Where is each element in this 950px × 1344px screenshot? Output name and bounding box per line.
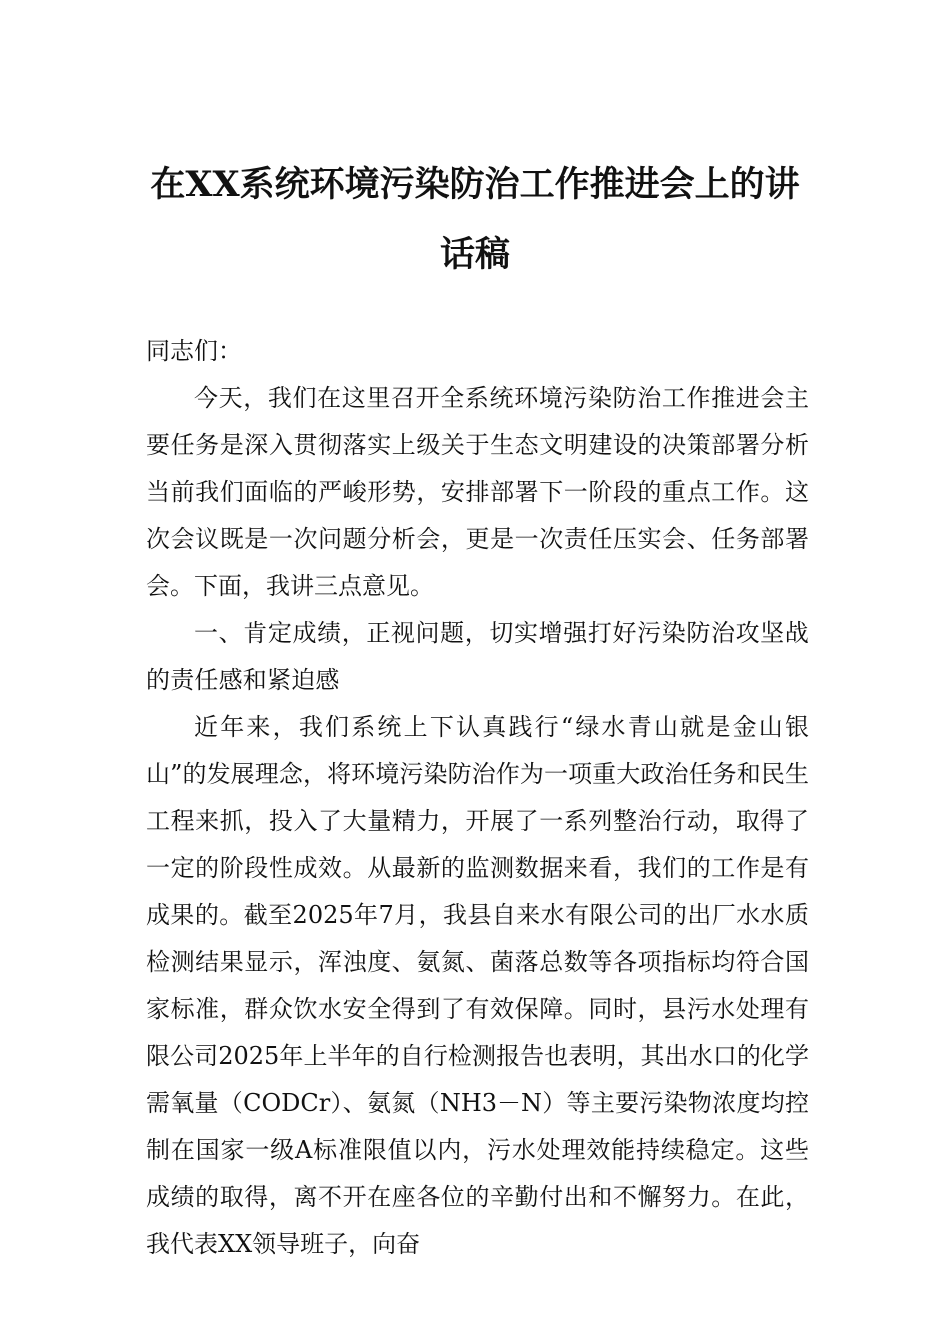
document-title-line2: 话稿: [439, 234, 510, 275]
intro-paragraph: 今天，我们在这里召开全系统环境污染防治工作推进会主要任务是深入贯彻落实上级关于生态文明建设的决策部署分析当前我们面临的严峻形势，安排部署下一阶段的重点工作。这次会议既是一次问题分析会，更是一次责任压实会、任务部署会。下面，我讲三点意见。: [146, 384, 809, 600]
document-body: [146, 328, 809, 1268]
section1-paragraph: 近年来，我们系统上下认真践行“绿水青山就是金山银山”的发展理念，将环境污染防治作为一项重大政治任务和民生工程来抓，投入了大量精力，开展了一系列整治行动，取得了一定的阶段性成效。从最新的监测数据来看，我们的工作是有成果的。截至2025年7月，我县自来水有限公司的出厂水水质检测结果显示，浑浊度、氨氮、菌落总数等各项指标均符合国家标准，群众饮水安全得到了有效保障。同时，县污水处理有限公司2025年上半年的自行检测报告也表明，其出水口的化学需氧量（CODCr）、氨氮（NH3－N）等主要污染物浓度均控制在国家一级A标准限值以内，污水处理效能持续稳定。这些成绩的取得，离不开在座各位的辛勤付出和不懈努力。在此，我代表XX领导班子，向奋: [146, 713, 809, 1258]
greeting: 同志们：: [146, 337, 242, 365]
document-title-line1: 在XX系统环境污染防治工作推进会上的讲: [150, 164, 800, 205]
section-heading-1: 一、肯定成绩，正视问题，切实增强打好污染防治攻坚战的责任感和紧迫感: [146, 619, 809, 694]
